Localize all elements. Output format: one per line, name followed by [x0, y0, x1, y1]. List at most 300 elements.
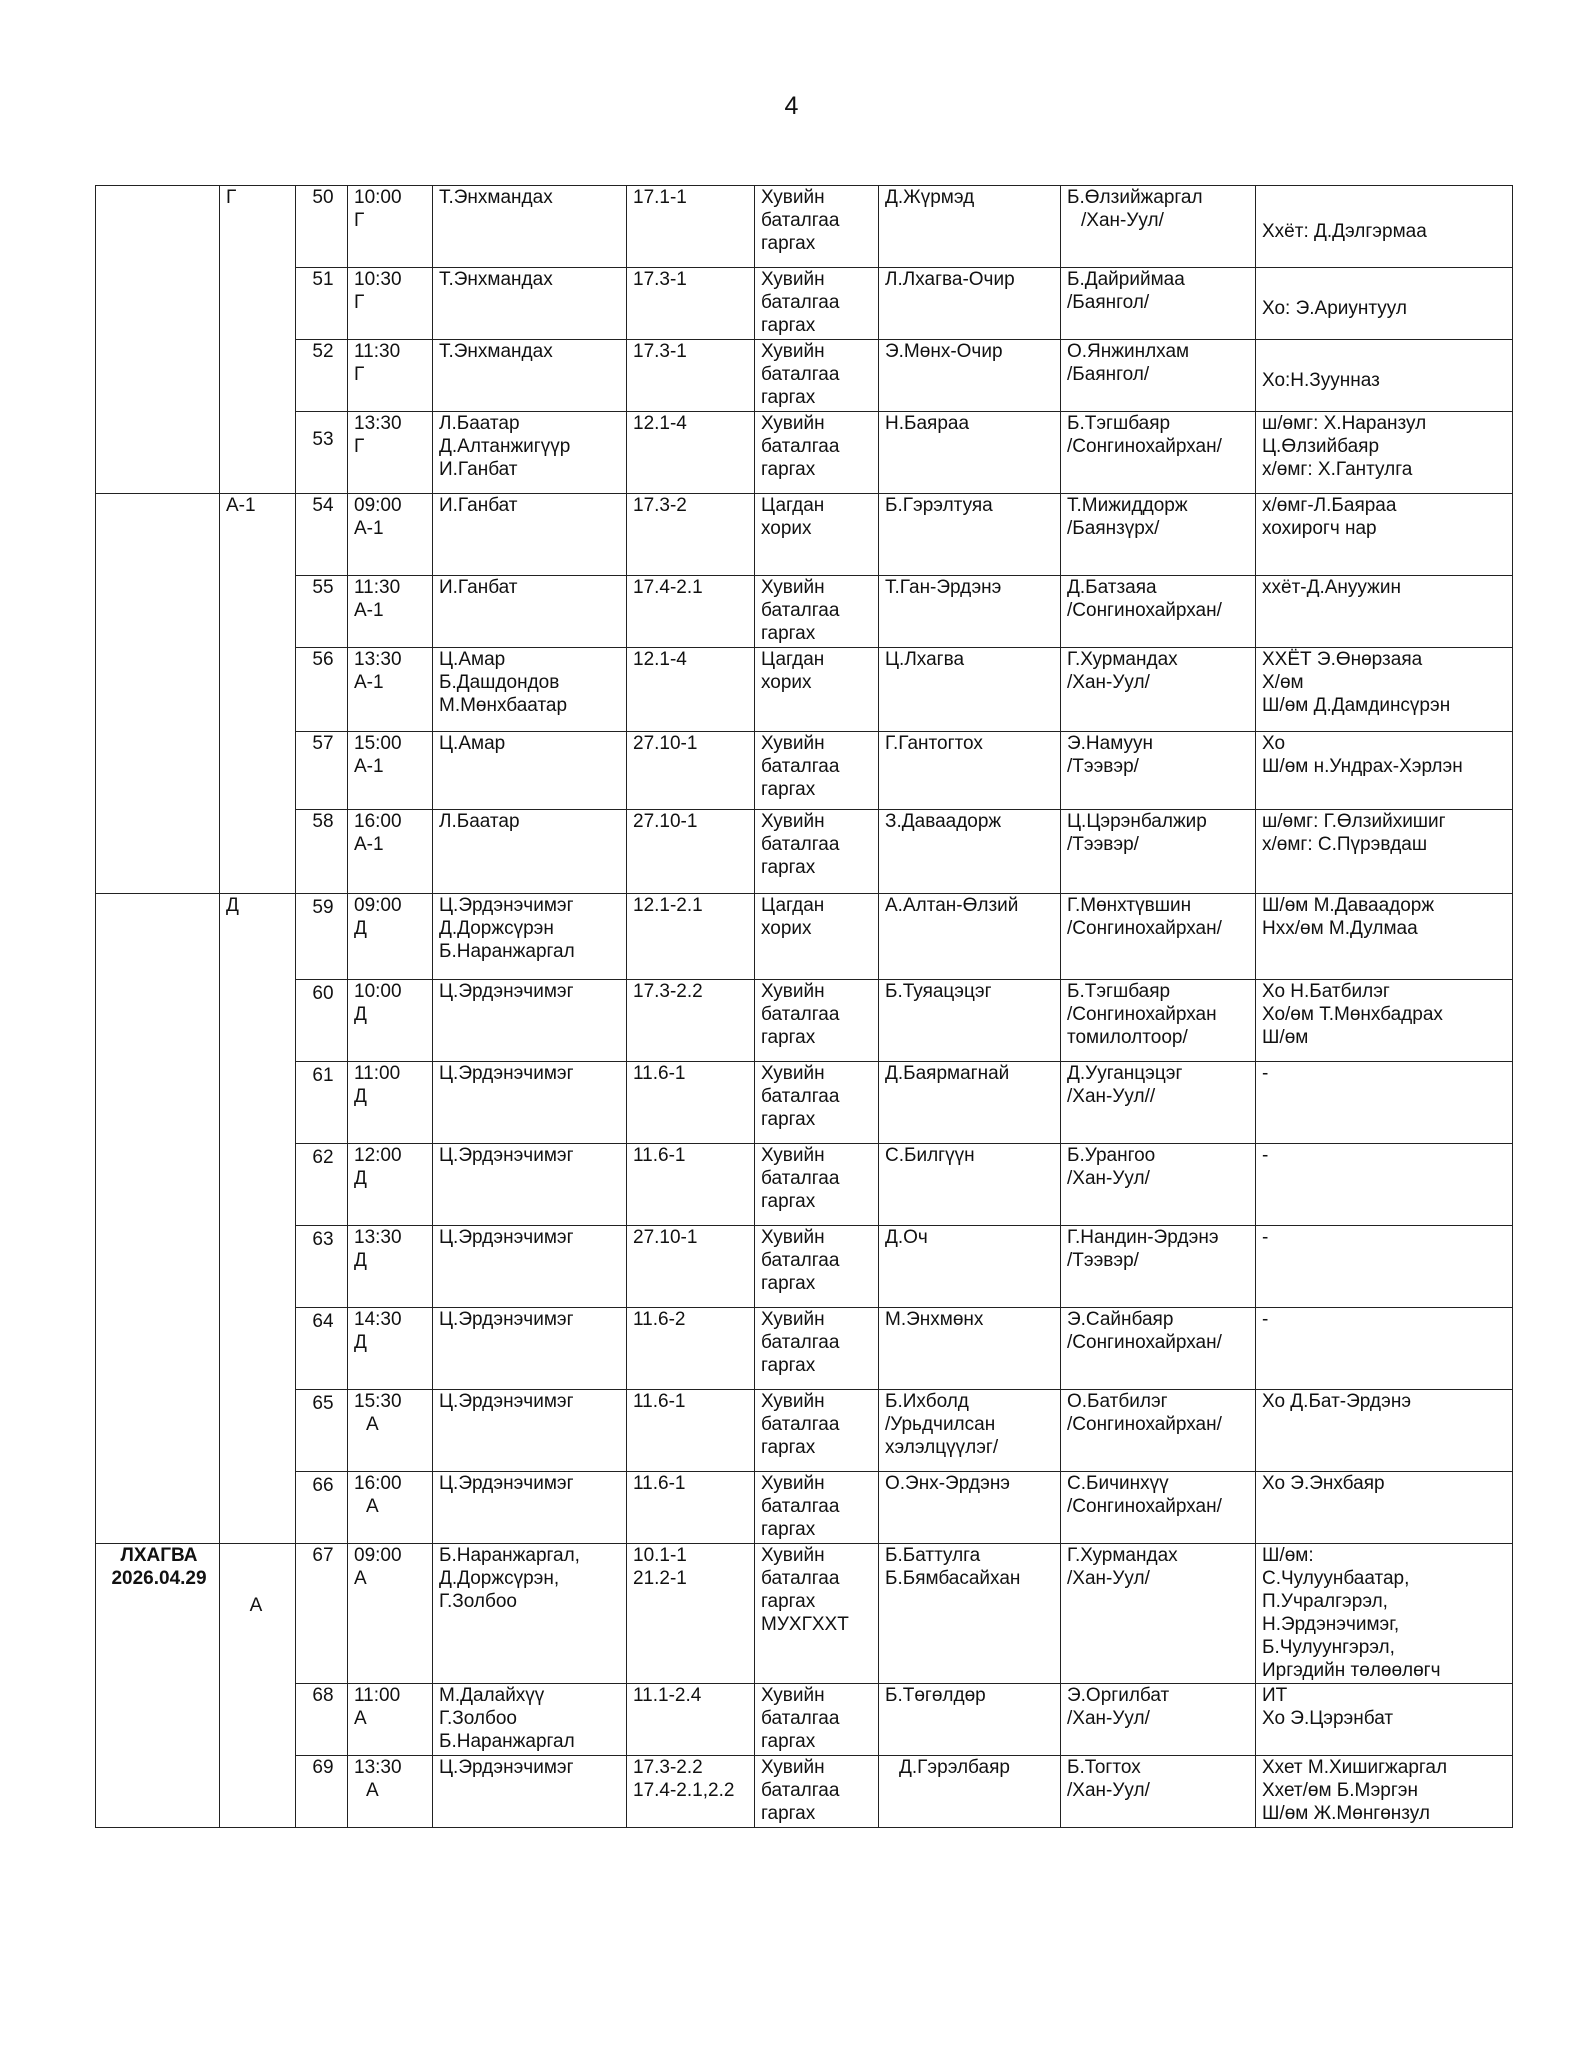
defendant-cell [879, 1544, 1061, 1684]
cell-line: Нхх/өм М.Дулмаа [1262, 918, 1418, 939]
case-number: 52 [296, 340, 348, 412]
article-cell [627, 1062, 755, 1144]
prosecutor-cell [1061, 810, 1256, 894]
hall: Д [354, 1086, 367, 1107]
judges-cell [433, 894, 627, 980]
prosecutor-cell [1061, 1390, 1256, 1472]
case-number: 69 [296, 1756, 348, 1828]
cell-line: баталгаа [761, 834, 840, 855]
cell-line: Д.Батзаяа [1067, 577, 1157, 598]
cell-line: Б.Тэгшбаяр [1067, 413, 1171, 434]
time: 13:30 [354, 413, 402, 434]
cell-line: баталгаа [761, 1332, 840, 1353]
cell-line: 2026.04.29 [111, 1568, 207, 1589]
cell-line: Г.Мөнхтүвшин [1067, 895, 1192, 916]
cell-line: баталгаа [761, 364, 840, 385]
cell-line: Б.Ихболд [885, 1391, 969, 1412]
hall: Д [354, 1168, 367, 1189]
prosecutor-cell [1061, 340, 1256, 412]
cell-line: /Сонгинохайрхан [1067, 1004, 1217, 1025]
time-cell [348, 1684, 433, 1756]
judges-cell [433, 648, 627, 732]
measure-cell [755, 732, 879, 810]
cell-line: 10.1-1 [633, 1545, 687, 1566]
table-row [96, 980, 1513, 1062]
cell-line: Ц.Эрдэнэчимэг [439, 1757, 574, 1778]
measure-cell [755, 1062, 879, 1144]
judges-cell [433, 186, 627, 268]
cell-line: Ш/өм Д.Дамдинсүрэн [1262, 695, 1451, 716]
table-row [96, 1544, 1513, 1684]
cell-line: Иргэдийн төлөөлөгч [1262, 1660, 1441, 1681]
cell-line: баталгаа [761, 1168, 840, 1189]
article-cell [627, 648, 755, 732]
prosecutor-cell [1061, 1544, 1256, 1684]
time: 15:00 [354, 733, 402, 754]
cell-line: ХХЁТ Э.Өнөрзаяа [1262, 649, 1423, 670]
cell-line: 12.1-2.1 [633, 895, 703, 916]
cell-line: Д.Алтанжигүүр [439, 436, 571, 457]
cell-line: гаргах [761, 233, 816, 254]
cell-line: Э.Намуун [1067, 733, 1153, 754]
cell-line: томилолтоор/ [1067, 1027, 1188, 1048]
cell-line: Л.Лхагва-Очир [885, 269, 1015, 290]
cell-line: 17.3-1 [633, 269, 687, 290]
table-row [96, 268, 1513, 340]
prosecutor-cell [1061, 268, 1256, 340]
cell-line: Д.Доржсүрэн [439, 918, 554, 939]
cell-line: Э.Оргилбат [1067, 1685, 1170, 1706]
time-cell [348, 340, 433, 412]
judges-cell [433, 810, 627, 894]
notes-cell [1256, 186, 1513, 268]
time: 09:00 [354, 495, 402, 516]
case-number: 59 [296, 894, 348, 980]
time-cell [348, 412, 433, 494]
cell-line: Хувийн [761, 187, 825, 208]
article-cell [627, 1544, 755, 1684]
cell-line: МУХГХХТ [761, 1614, 849, 1635]
table-row [96, 894, 1513, 980]
cell-line: - [1262, 1063, 1269, 1084]
table-row [96, 810, 1513, 894]
prosecutor-cell [1061, 1062, 1256, 1144]
article-cell [627, 1144, 755, 1226]
judges-cell [433, 340, 627, 412]
cell-line: 17.3-1 [633, 341, 687, 362]
cell-line: Хувийн [761, 1391, 825, 1412]
time: 13:30 [354, 649, 402, 670]
prosecutor-cell [1061, 576, 1256, 648]
hall: А [366, 1496, 379, 1517]
article-cell [627, 1226, 755, 1308]
cell-line: /Тээвэр/ [1067, 834, 1139, 855]
cell-line: хорих [761, 918, 812, 939]
time-cell [348, 1544, 433, 1684]
time-cell [348, 648, 433, 732]
cell-line: Ц.Эрдэнэчимэг [439, 895, 574, 916]
hall: А [366, 1414, 379, 1435]
time-cell [348, 576, 433, 648]
measure-cell [755, 340, 879, 412]
table-row [96, 1226, 1513, 1308]
cell-line: баталгаа [761, 436, 840, 457]
time: 09:00 [354, 895, 402, 916]
hall: А-1 [354, 756, 384, 777]
prosecutor-cell [1061, 894, 1256, 980]
cell-line: Цагдан [761, 895, 825, 916]
cell-line: А.Алтан-Өлзий [885, 895, 1019, 916]
time-cell [348, 1390, 433, 1472]
cell-line: Б.Дайриймаа [1067, 269, 1185, 290]
cell-line: х/өмг: Х.Гантулга [1262, 459, 1413, 480]
time: 10:00 [354, 981, 402, 1002]
hall: Г [354, 436, 365, 457]
article-cell [627, 1756, 755, 1828]
defendant-cell [879, 494, 1061, 576]
time-cell [348, 980, 433, 1062]
cell-line: Цагдан [761, 495, 825, 516]
cell-line: /Хан-Уул/ [1081, 210, 1164, 231]
cell-line: /Сонгинохайрхан/ [1067, 1414, 1222, 1435]
cell-line: Хувийн [761, 1145, 825, 1166]
cell-line: гаргах [761, 857, 816, 878]
cell-line: Хо:Н.Зуунназ [1262, 370, 1380, 391]
prosecutor-cell [1061, 186, 1256, 268]
cell-line: хэлэлцүүлэг/ [885, 1437, 999, 1458]
notes-cell [1256, 1062, 1513, 1144]
cell-line: /Баянзүрх/ [1067, 518, 1160, 539]
notes-cell [1256, 340, 1513, 412]
cell-line: Э.Мөнх-Очир [885, 341, 1003, 362]
cell-line: Ш/өм М.Даваадорж [1262, 895, 1435, 916]
time: 11:30 [354, 577, 401, 598]
table-row [96, 1472, 1513, 1544]
cell-line: баталгаа [761, 1708, 840, 1729]
prosecutor-cell [1061, 648, 1256, 732]
prosecutor-cell [1061, 1226, 1256, 1308]
cell-line: /Сонгинохайрхан/ [1067, 600, 1222, 621]
defendant-cell [879, 732, 1061, 810]
cell-line: Н.Эрдэнэчимэг, [1262, 1614, 1400, 1635]
cell-line: Хо/өм Т.Мөнхбадрах [1262, 1004, 1443, 1025]
judges-cell [433, 1226, 627, 1308]
measure-cell [755, 268, 879, 340]
case-number: 51 [296, 268, 348, 340]
article-cell [627, 732, 755, 810]
measure-cell [755, 1544, 879, 1684]
time: 12:00 [354, 1145, 402, 1166]
hearing-schedule-table [95, 185, 1513, 1828]
cell-line: баталгаа [761, 1004, 840, 1025]
cell-line: Б.Баттулга [885, 1545, 981, 1566]
cell-line: М.Энхмөнх [885, 1309, 984, 1330]
cell-line: Б.Наранжаргал [439, 941, 575, 962]
cell-line: хохирогч нар [1262, 518, 1377, 539]
cell-line: И.Ганбат [439, 577, 518, 598]
cell-line: Б.Наранжаргал [439, 1731, 575, 1752]
cell-line: Х/өм [1262, 672, 1304, 693]
cell-line: 21.2-1 [633, 1568, 687, 1589]
cell-line: 11.6-1 [633, 1473, 686, 1494]
defendant-cell [879, 1226, 1061, 1308]
defendant-cell [879, 1062, 1061, 1144]
notes-cell [1256, 1390, 1513, 1472]
hall: А [354, 1568, 367, 1589]
defendant-cell [879, 268, 1061, 340]
measure-cell [755, 576, 879, 648]
cell-line: 11.1-2.4 [633, 1685, 702, 1706]
prosecutor-cell [1061, 1144, 1256, 1226]
hall: А-1 [354, 672, 384, 693]
cell-line: И.Ганбат [439, 495, 518, 516]
time-cell [348, 268, 433, 340]
cell-line: /Сонгинохайрхан/ [1067, 436, 1222, 457]
measure-cell [755, 494, 879, 576]
room-cell: А-1 [220, 494, 296, 894]
case-number: 53 [296, 412, 348, 494]
measure-cell [755, 1390, 879, 1472]
page-number: 4 [784, 92, 799, 120]
cell-line: гаргах [761, 1591, 816, 1612]
time-cell [348, 732, 433, 810]
cell-line: /Хан-Уул/ [1067, 1708, 1150, 1729]
cell-line: Н.Баяраа [885, 413, 970, 434]
cell-line: хорих [761, 518, 812, 539]
cell-line: Т.Ган-Эрдэнэ [885, 577, 1002, 598]
prosecutor-cell [1061, 1756, 1256, 1828]
notes-cell [1256, 268, 1513, 340]
cell-line: М.Мөнхбаатар [439, 695, 568, 716]
cell-line: /Хан-Уул/ [1067, 672, 1150, 693]
cell-line: Д.Гэрэлбаяр [899, 1757, 1010, 1778]
defendant-cell [879, 1472, 1061, 1544]
cell-line: Ц.Эрдэнэчимэг [439, 1227, 574, 1248]
cell-line: 17.3-2.2 [633, 981, 703, 1002]
cell-line: Г.Золбоо [439, 1591, 517, 1612]
notes-cell [1256, 1144, 1513, 1226]
table-row [96, 1144, 1513, 1226]
judges-cell [433, 1308, 627, 1390]
cell-line: С.Чулуунбаатар, [1262, 1568, 1410, 1589]
table-row [96, 648, 1513, 732]
cell-line: Хувийн [761, 811, 825, 832]
measure-cell [755, 1226, 879, 1308]
cell-line: Хувийн [761, 1685, 825, 1706]
article-cell [627, 1308, 755, 1390]
defendant-cell [879, 1308, 1061, 1390]
cell-line: Ц.Амар [439, 733, 506, 754]
cell-line: /Баянгол/ [1067, 292, 1150, 313]
table-row [96, 412, 1513, 494]
cell-line: Хо Н.Батбилэг [1262, 981, 1390, 1002]
cell-line: С.Билгүүн [885, 1145, 975, 1166]
cell-line: Ц.Эрдэнэчимэг [439, 1145, 574, 1166]
cell-line: Б.Чулуунгэрэл, [1262, 1637, 1395, 1658]
notes-cell [1256, 732, 1513, 810]
cell-line: гаргах [761, 315, 816, 336]
table-row [96, 494, 1513, 576]
cell-line: Хувийн [761, 733, 825, 754]
cell-line: баталгаа [761, 292, 840, 313]
cell-line: Л.Баатар [439, 811, 520, 832]
day-cell [96, 186, 220, 494]
case-number: 61 [296, 1062, 348, 1144]
case-number: 58 [296, 810, 348, 894]
cell-line: Г.Гантогтох [885, 733, 983, 754]
cell-line: Б.Дашдондов [439, 672, 560, 693]
hall: Д [354, 918, 367, 939]
time: 16:00 [354, 1473, 402, 1494]
cell-line: 11.6-1 [633, 1145, 686, 1166]
cell-line: Г.Хурмандах [1067, 649, 1178, 670]
cell-line: Б.Тэгшбаяр [1067, 981, 1171, 1002]
article-cell [627, 268, 755, 340]
notes-cell [1256, 1472, 1513, 1544]
cell-line: гаргах [761, 1355, 816, 1376]
article-cell [627, 412, 755, 494]
cell-line: Хувийн [761, 1309, 825, 1330]
cell-line: Хувийн [761, 1473, 825, 1494]
time: 09:00 [354, 1545, 402, 1566]
cell-line: х/өмг: С.Пүрэвдаш [1262, 834, 1428, 855]
measure-cell [755, 186, 879, 268]
cell-line: гаргах [761, 387, 816, 408]
case-number: 68 [296, 1684, 348, 1756]
cell-line: ЛХАГВА [120, 1545, 198, 1566]
cell-line: Ц.Эрдэнэчимэг [439, 1473, 574, 1494]
judges-cell [433, 1472, 627, 1544]
cell-line: С.Бичинхүү [1067, 1473, 1169, 1494]
table-row [96, 1684, 1513, 1756]
cell-line: Ш/өм [1262, 1027, 1309, 1048]
time: 11:30 [354, 341, 401, 362]
cell-line: Ш/өм: [1262, 1545, 1314, 1566]
hall: Г [354, 292, 365, 313]
case-number: 56 [296, 648, 348, 732]
cell-line: Д.Доржсүрэн, [439, 1568, 560, 1589]
cell-line: Т.Энхмандах [439, 341, 553, 362]
prosecutor-cell [1061, 1684, 1256, 1756]
cell-line: баталгаа [761, 1414, 840, 1435]
cell-line: /Урьдчилсан [885, 1414, 996, 1435]
defendant-cell [879, 340, 1061, 412]
cell-line: Ц.Өлзийбаяр [1262, 436, 1380, 457]
cell-line: гаргах [761, 1731, 816, 1752]
cell-line: И.Ганбат [439, 459, 518, 480]
defendant-cell [879, 1144, 1061, 1226]
cell-line: гаргах [761, 1109, 816, 1130]
article-cell [627, 894, 755, 980]
hall: А-1 [354, 600, 384, 621]
table-row [96, 1390, 1513, 1472]
time: 14:30 [354, 1309, 402, 1330]
cell-line: баталгаа [761, 756, 840, 777]
article-cell [627, 494, 755, 576]
cell-line: Э.Сайнбаяр [1067, 1309, 1174, 1330]
cell-line: Хо [1262, 733, 1286, 754]
prosecutor-cell [1061, 980, 1256, 1062]
day-cell [96, 1544, 220, 1828]
cell-line: баталгаа [761, 210, 840, 231]
notes-cell [1256, 412, 1513, 494]
cell-line: гаргах [761, 779, 816, 800]
judges-cell [433, 1544, 627, 1684]
cell-line: баталгаа [761, 1250, 840, 1271]
cell-line: баталгаа [761, 600, 840, 621]
case-number: 62 [296, 1144, 348, 1226]
cell-line: Ц.Эрдэнэчимэг [439, 1309, 574, 1330]
time: 16:00 [354, 811, 402, 832]
notes-cell [1256, 980, 1513, 1062]
cell-line: баталгаа [761, 1496, 840, 1517]
time: 13:30 [354, 1757, 402, 1778]
case-number: 54 [296, 494, 348, 576]
measure-cell [755, 1144, 879, 1226]
cell-line: баталгаа [761, 1086, 840, 1107]
cell-line: Б.Өлзийжаргал [1067, 187, 1203, 208]
notes-cell [1256, 576, 1513, 648]
cell-line: 12.1-4 [633, 413, 687, 434]
article-cell [627, 980, 755, 1062]
cell-line: О.Энх-Эрдэнэ [885, 1473, 1011, 1494]
notes-cell [1256, 894, 1513, 980]
cell-line: Г.Нандин-Эрдэнэ [1067, 1227, 1219, 1248]
cell-line: /Хан-Уул// [1067, 1086, 1156, 1107]
cell-line: гаргах [761, 1273, 816, 1294]
time-cell [348, 1144, 433, 1226]
notes-cell [1256, 810, 1513, 894]
cell-line: Ш/өм Ж.Мөнгөнзул [1262, 1803, 1430, 1824]
judges-cell [433, 1144, 627, 1226]
prosecutor-cell [1061, 412, 1256, 494]
cell-line: Хувийн [761, 341, 825, 362]
cell-line: Ц.Эрдэнэчимэг [439, 1391, 574, 1412]
article-cell [627, 340, 755, 412]
cell-line: гаргах [761, 1191, 816, 1212]
day-cell [96, 494, 220, 894]
cell-line: 11.6-1 [633, 1063, 686, 1084]
defendant-cell [879, 412, 1061, 494]
judges-cell [433, 980, 627, 1062]
case-number: 67 [296, 1544, 348, 1684]
judges-cell [433, 494, 627, 576]
cell-line: Б.Төгөлдөр [885, 1685, 986, 1706]
cell-line: Б.Урангоо [1067, 1145, 1156, 1166]
hall: Д [354, 1332, 367, 1353]
defendant-cell [879, 980, 1061, 1062]
cell-line: Хо Э.Цэрэнбат [1262, 1708, 1394, 1729]
cell-line: Хо Д.Бат-Эрдэнэ [1262, 1391, 1412, 1412]
defendant-cell [879, 1756, 1061, 1828]
case-number: 63 [296, 1226, 348, 1308]
table-row [96, 340, 1513, 412]
cell-line: Хувийн [761, 577, 825, 598]
cell-line: Хувийн [761, 1757, 825, 1778]
cell-line: Л.Баатар [439, 413, 520, 434]
judges-cell [433, 732, 627, 810]
time-cell [348, 810, 433, 894]
article-cell [627, 576, 755, 648]
cell-line: Д.Баярмагнай [885, 1063, 1010, 1084]
hall: А [366, 1780, 379, 1801]
cell-line: гаргах [761, 1437, 816, 1458]
cell-line: О.Батбилэг [1067, 1391, 1168, 1412]
cell-line: Г.Хурмандах [1067, 1545, 1178, 1566]
hall: А [354, 1708, 367, 1729]
cell-line: О.Янжинлхам [1067, 341, 1190, 362]
prosecutor-cell [1061, 1472, 1256, 1544]
